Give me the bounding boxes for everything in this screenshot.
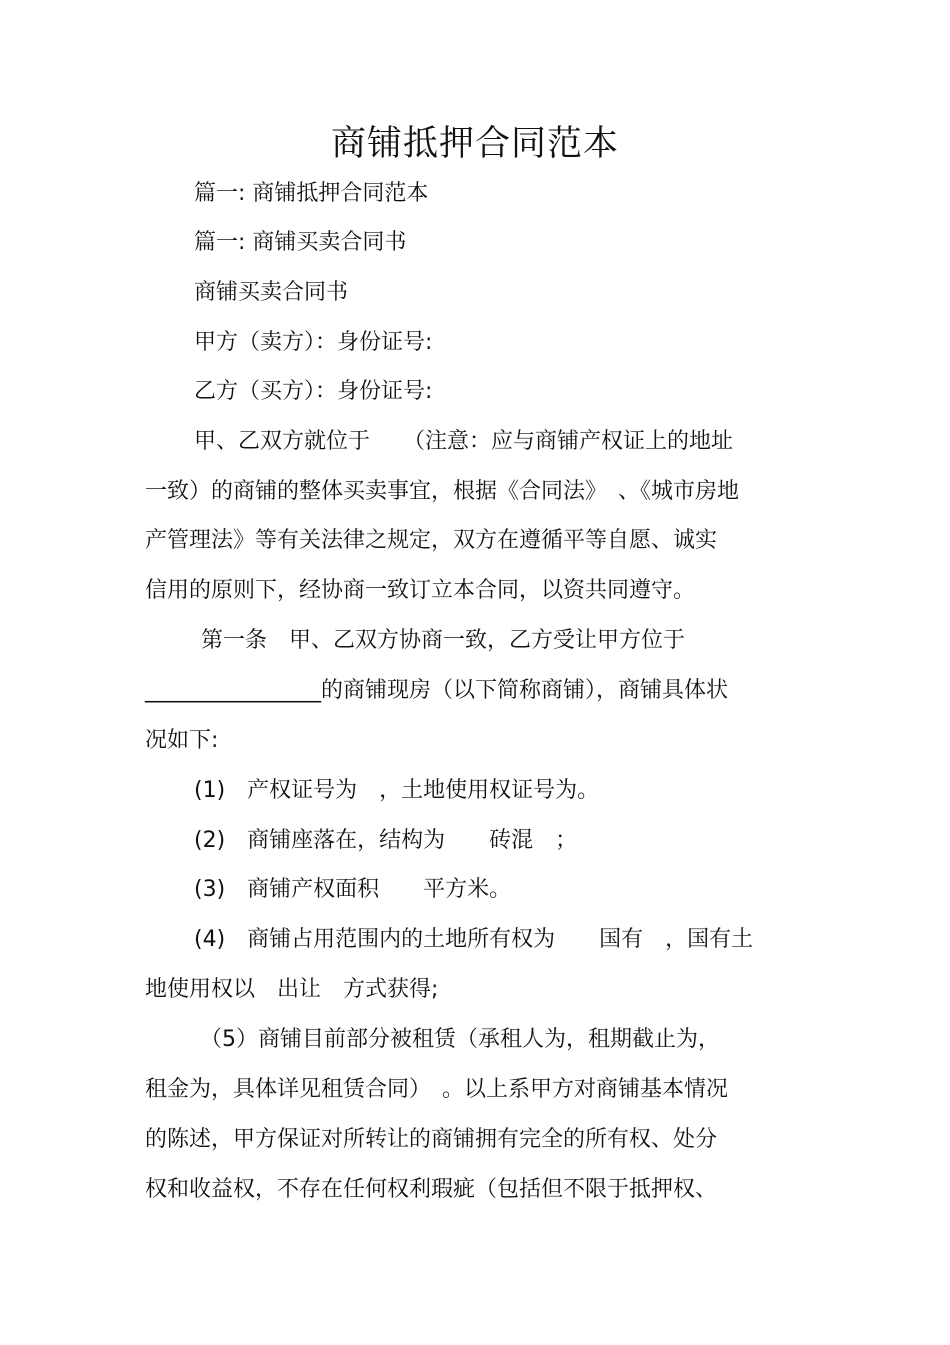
party-b-line: 乙方（买方）：身份证号: <box>194 379 433 404</box>
list-item-3: (3) 商铺产权面积 平方米。 <box>194 877 512 902</box>
body-line: 一致）的商铺的整体买卖事宜，根据《合同法》 、《城市房地 <box>145 479 740 504</box>
list-item-5-cont: 的陈述，甲方保证对所转让的商铺拥有完全的所有权、处分 <box>145 1127 718 1152</box>
list-item-5-cont: 租金为，具体详见租赁合同） 。以上系甲方对商铺基本情况 <box>145 1077 729 1102</box>
contract-heading: 商铺买卖合同书 <box>194 280 349 305</box>
list-item-1: (1) 产权证号为 ，土地使用权证号为。 <box>194 778 600 803</box>
list-item-2: (2) 商铺座落在，结构为 砖混 ； <box>194 828 578 853</box>
party-a-line: 甲方（卖方）：身份证号: <box>194 330 433 355</box>
section-heading-1: 篇一: 商铺抵押合同范本 <box>194 181 429 206</box>
body-line: 信用的原则下，经协商一致订立本合同，以资共同遵守。 <box>145 578 696 603</box>
list-item-4-cont: 地使用权以 出让 方式获得; <box>145 977 439 1002</box>
list-item-4: (4) 商铺占用范围内的土地所有权为 国有 ，国有土 <box>194 927 754 952</box>
article-one-line: 第一条 甲、乙双方协商一致，乙方受让甲方位于 <box>201 628 686 653</box>
body-line: 甲、乙双方就位于 （注意：应与商铺产权证上的地址 <box>194 429 734 454</box>
document-title: 商铺抵押合同范本 <box>330 124 619 164</box>
list-item-5: （5）商铺目前部分被租赁（承租人为，租期截止为， <box>200 1027 720 1052</box>
article-one-line: ________________的商铺现房（以下简称商铺），商铺具体状 <box>145 678 729 703</box>
section-heading-2: 篇一: 商铺买卖合同书 <box>194 230 407 255</box>
body-line: 产管理法》等有关法律之规定，双方在遵循平等自愿、诚实 <box>145 528 718 553</box>
list-item-5-cont: 权和收益权，不存在任何权利瑕疵（包括但不限于抵押权、 <box>145 1177 718 1202</box>
article-one-line: 况如下: <box>145 728 219 753</box>
